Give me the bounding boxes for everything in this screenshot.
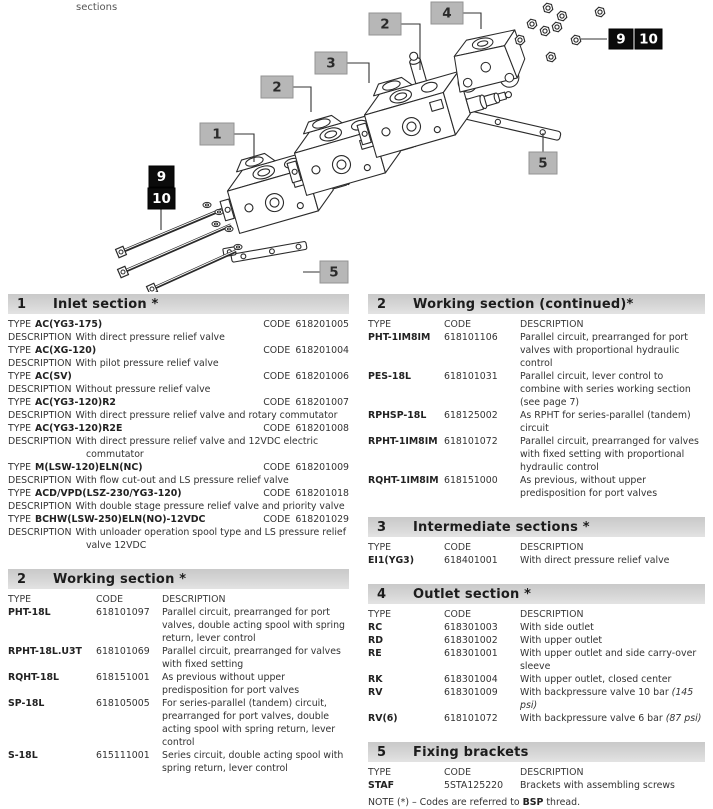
section-number: 5	[377, 744, 387, 760]
type-value: RPHT-18L.U3T	[8, 646, 82, 657]
type-cell	[8, 370, 72, 383]
table-row	[368, 474, 705, 500]
description-value: With flow cut-out and LS pressure relief valve	[75, 475, 289, 486]
description-label: DESCRIPTION	[8, 527, 72, 538]
column-headers	[368, 766, 705, 779]
nut-6	[515, 35, 525, 45]
table-row-description	[8, 383, 349, 396]
table-row	[368, 647, 705, 673]
type-value: RK	[368, 674, 383, 685]
description-value: With direct pressure relief valve and rotary commutator	[75, 410, 338, 421]
washer	[203, 202, 211, 207]
code-value: 618201005	[295, 319, 349, 330]
code-cell	[263, 318, 349, 331]
type-value: RD	[368, 635, 384, 646]
description-text: Parallel circuit, prearranged for port valves with proportional hydraulic control	[520, 332, 688, 369]
section-header-bar	[8, 294, 349, 314]
type-value: M(LSW-120)ELN(NC)	[35, 462, 143, 473]
type-value: SP-18L	[8, 698, 45, 709]
type-label: TYPE	[8, 462, 32, 473]
callout-c9l	[149, 166, 174, 187]
description-label: DESCRIPTION	[8, 501, 72, 512]
nut-3	[527, 19, 537, 29]
col-header-type: TYPE	[368, 767, 392, 778]
table-row-description	[8, 331, 349, 344]
code-value: 618201009	[295, 462, 349, 473]
table-row-description	[8, 500, 349, 513]
description-value	[520, 331, 705, 370]
code-value: 5STA125220	[444, 780, 504, 791]
callout-c9r	[609, 29, 633, 49]
section-number: 2	[17, 571, 27, 587]
code-label: CODE	[263, 423, 291, 434]
section-title: Outlet section *	[413, 586, 532, 602]
callout-c2a	[261, 76, 293, 98]
section-2-right	[368, 294, 705, 500]
description-value	[520, 779, 705, 792]
type-value: PES-18L	[368, 371, 411, 382]
description-value	[520, 474, 705, 500]
table-row	[368, 634, 705, 647]
type-cell	[8, 422, 122, 435]
description-value	[520, 686, 705, 712]
col-header-description: DESCRIPTION	[162, 594, 226, 605]
description-text: Brackets with assembling screws	[520, 780, 675, 791]
callout-c1	[200, 123, 234, 145]
type-value: AC(YG3-120)R2E	[35, 423, 123, 434]
code-label: CODE	[263, 371, 291, 382]
section-header-bar	[8, 569, 349, 589]
type-value: RQHT-1IM8IM	[368, 475, 439, 486]
section-title: Inlet section *	[53, 296, 159, 312]
type-value: RV(6)	[368, 713, 398, 724]
code-value: 618201004	[295, 345, 349, 356]
code-cell	[263, 344, 349, 357]
callout-c10r	[635, 29, 662, 49]
code-label: CODE	[263, 345, 291, 356]
code-value: 618201006	[295, 371, 349, 382]
description-value	[520, 634, 705, 647]
section-header-bar	[368, 294, 705, 314]
col-header-code: CODE	[444, 767, 472, 778]
description-text: With upper outlet, closed center	[520, 674, 672, 685]
code-cell	[263, 370, 349, 383]
washer	[234, 244, 242, 249]
description-label: DESCRIPTION	[8, 384, 72, 395]
callout-number: 9	[616, 31, 626, 48]
code-value: 618105005	[96, 698, 150, 709]
code-cell	[263, 487, 349, 500]
description-value	[520, 554, 705, 567]
section-number: 3	[377, 519, 387, 535]
type-label: TYPE	[8, 345, 32, 356]
nut-7	[571, 35, 581, 45]
code-value: 618101072	[444, 713, 498, 724]
code-value: 618125002	[444, 410, 498, 421]
col-header-description: DESCRIPTION	[520, 542, 584, 553]
description-value	[162, 671, 349, 697]
washer	[215, 209, 223, 214]
section-1-left	[8, 294, 349, 552]
description-label: DESCRIPTION	[8, 358, 72, 369]
code-value: 618301002	[444, 635, 498, 646]
col-header-type: TYPE	[368, 609, 392, 620]
description-text: As previous, without upper predisposition for port valves	[520, 475, 658, 499]
description-text: Parallel circuit, prearranged for valves with fixed setting with proportional hydraulic control	[520, 436, 699, 473]
section-number: 4	[377, 586, 387, 602]
code-value: 618301003	[444, 622, 498, 633]
description-value	[162, 749, 349, 775]
col-header-type: TYPE	[368, 319, 392, 330]
description-text: Parallel circuit, lever control to combine with series working section (see page 7)	[520, 371, 691, 408]
type-value: BCHW(LSW-250)ELN(NO)-12VDC	[35, 514, 206, 525]
table-row	[8, 606, 349, 645]
description-label: DESCRIPTION	[8, 332, 72, 343]
type-cell	[8, 318, 102, 331]
footnote	[368, 796, 705, 809]
section-header-bar	[368, 742, 705, 762]
table-row	[368, 779, 705, 792]
section-header-bar	[368, 584, 705, 604]
type-label: TYPE	[8, 514, 32, 525]
section-table	[8, 318, 349, 552]
code-value: 618301001	[444, 648, 498, 659]
callout-c5l	[320, 261, 348, 283]
tables-area	[8, 294, 705, 809]
code-value: 618151000	[444, 475, 498, 486]
description-value: With unloader operation spool type and LS pressure relief valve 12VDC	[75, 527, 347, 551]
section-title: Working section *	[53, 571, 187, 587]
table-row-typecode	[8, 344, 349, 357]
table-row	[8, 645, 349, 671]
description-value	[520, 370, 705, 409]
section-number: 1	[17, 296, 27, 312]
description-text: Series circuit, double acting spool with spring return, lever control	[162, 750, 344, 774]
code-label: CODE	[263, 488, 291, 499]
description-text: As RPHT for series-parallel (tandem) circuit	[520, 410, 691, 434]
exploded-valve-diagram	[0, 0, 713, 292]
table-row-typecode	[8, 487, 349, 500]
table-row-description	[8, 474, 349, 487]
table-row-description	[8, 409, 349, 422]
section-table	[368, 608, 705, 725]
section-table	[368, 541, 705, 567]
description-value: With double stage pressure relief valve and priority valve	[75, 501, 345, 512]
table-row	[8, 749, 349, 775]
section-header-bar	[368, 517, 705, 537]
table-row	[368, 331, 705, 370]
table-row-typecode	[8, 370, 349, 383]
type-value: RV	[368, 687, 383, 698]
callout-c2b	[369, 13, 401, 35]
table-row-description	[8, 435, 349, 461]
type-value: AC(SV)	[35, 371, 72, 382]
column-headers	[368, 318, 705, 331]
code-value: 618201008	[295, 423, 349, 434]
section-5-right	[368, 742, 705, 792]
tie-rod-2	[118, 224, 231, 277]
section-title: Intermediate sections *	[413, 519, 590, 535]
description-psi: (145 psi)	[520, 687, 694, 711]
type-value: RE	[368, 648, 382, 659]
type-value: RPHT-1IM8IM	[368, 436, 438, 447]
col-header-code: CODE	[444, 542, 472, 553]
type-label: TYPE	[8, 488, 32, 499]
col-header-description: DESCRIPTION	[520, 767, 584, 778]
code-value: 618151001	[96, 672, 150, 683]
type-label: TYPE	[8, 319, 32, 330]
description-value: With pilot pressure relief valve	[75, 358, 219, 369]
table-row	[368, 712, 705, 725]
section-title: Working section (continued)*	[413, 296, 634, 312]
description-text: With backpressure valve 10 bar	[520, 687, 672, 698]
description-text: With backpressure valve 6 bar	[520, 713, 666, 724]
table-row	[368, 621, 705, 634]
code-cell	[263, 513, 349, 526]
column-headers	[8, 593, 349, 606]
code-value: 618101106	[444, 332, 498, 343]
table-row-description	[8, 526, 349, 552]
column-headers	[368, 541, 705, 554]
callout-number: 5	[538, 155, 548, 172]
type-value: AC(XG-120)	[35, 345, 97, 356]
code-cell	[263, 396, 349, 409]
code-value: 618401001	[444, 555, 498, 566]
right-column	[368, 294, 705, 809]
type-cell	[8, 487, 182, 500]
code-value: 618201029	[295, 514, 349, 525]
nut-2	[557, 11, 567, 21]
type-value: PHT-18L	[8, 607, 51, 618]
callout-number: 2	[272, 79, 282, 96]
washer	[212, 221, 220, 226]
table-row	[8, 671, 349, 697]
table-row-typecode	[8, 461, 349, 474]
callout-c4	[431, 2, 463, 24]
table-row	[8, 697, 349, 749]
callout-c10l	[148, 188, 175, 209]
code-label: CODE	[263, 397, 291, 408]
description-text: Parallel circuit, prearranged for valves with fixed setting	[162, 646, 341, 670]
callout-number: 1	[212, 126, 222, 143]
description-value	[520, 409, 705, 435]
description-psi: (87 psi)	[665, 713, 702, 724]
callout-c3	[315, 52, 347, 74]
code-value: 618301004	[444, 674, 498, 685]
nut-9	[595, 7, 605, 17]
description-value	[520, 621, 705, 634]
col-header-type: TYPE	[368, 542, 392, 553]
description-text: With side outlet	[520, 622, 594, 633]
type-cell	[8, 396, 116, 409]
footnote-bold: BSP	[522, 797, 544, 808]
type-label: TYPE	[8, 397, 32, 408]
type-value: RC	[368, 622, 383, 633]
table-row-description	[8, 357, 349, 370]
nut-4	[540, 26, 550, 36]
code-value: 618201007	[295, 397, 349, 408]
type-label: TYPE	[8, 423, 32, 434]
section-table	[8, 593, 349, 775]
col-header-code: CODE	[444, 609, 472, 620]
type-value: ACD/VPD(LSZ-230/YG3-120)	[35, 488, 182, 499]
type-label: TYPE	[8, 371, 32, 382]
code-label: CODE	[263, 319, 291, 330]
col-header-code: CODE	[96, 594, 124, 605]
callout-line-c3	[347, 63, 369, 83]
type-value: AC(YG3-120)R2	[35, 397, 116, 408]
description-value	[520, 647, 705, 673]
description-text: With upper outlet	[520, 635, 603, 646]
type-value: RPHSP-18L	[368, 410, 427, 421]
type-cell	[8, 344, 96, 357]
type-value: PHT-1IM8IM	[368, 332, 431, 343]
table-row	[368, 673, 705, 686]
description-value: With direct pressure relief valve	[75, 332, 225, 343]
callout-number: 2	[380, 16, 390, 33]
code-value: 615111001	[96, 750, 150, 761]
code-value: 618101069	[96, 646, 150, 657]
section-3-right	[368, 517, 705, 567]
description-text: With direct pressure relief valve	[520, 555, 670, 566]
description-value: With direct pressure relief valve and 12VDC electric commutator	[75, 436, 319, 460]
footnote-prefix: NOTE (*) – Codes are referred to	[368, 797, 523, 808]
callout-number: 9	[156, 169, 167, 186]
description-value	[520, 673, 705, 686]
table-row	[368, 435, 705, 474]
type-value: STAF	[368, 780, 395, 791]
description-value	[162, 606, 349, 645]
nut-5	[552, 22, 562, 32]
type-value: S-18L	[8, 750, 38, 761]
code-label: CODE	[263, 462, 291, 473]
washer	[225, 226, 233, 231]
code-value: 618101072	[444, 436, 498, 447]
left-column	[8, 294, 349, 809]
callout-number: 10	[152, 191, 171, 208]
code-value: 618301009	[444, 687, 498, 698]
page-text-fragment: sections	[76, 2, 118, 13]
code-cell	[263, 422, 349, 435]
description-value	[162, 645, 349, 671]
description-text: Parallel circuit, prearranged for port valves, double acting spool with spring return, lever control	[162, 607, 345, 644]
type-value: EI1(YG3)	[368, 555, 414, 566]
table-row-typecode	[8, 513, 349, 526]
col-header-code: CODE	[444, 319, 472, 330]
description-label: DESCRIPTION	[8, 436, 72, 447]
type-value: RQHT-18L	[8, 672, 59, 683]
description-value	[520, 435, 705, 474]
table-row	[368, 686, 705, 712]
section-table	[368, 766, 705, 792]
callout-c5r	[529, 152, 557, 174]
nut-8	[546, 52, 556, 62]
section-table	[368, 318, 705, 500]
description-label: DESCRIPTION	[8, 410, 72, 421]
column-headers	[368, 608, 705, 621]
code-value: 618101097	[96, 607, 150, 618]
col-header-description: DESCRIPTION	[520, 609, 584, 620]
code-cell	[263, 461, 349, 474]
table-row-typecode	[8, 396, 349, 409]
type-cell	[8, 461, 143, 474]
description-value	[162, 697, 349, 749]
description-label: DESCRIPTION	[8, 475, 72, 486]
callout-line-c2a	[293, 87, 311, 112]
code-value: 618101031	[444, 371, 498, 382]
footnote-suffix: thread.	[543, 797, 581, 808]
description-value: Without pressure relief valve	[75, 384, 211, 395]
callout-line-c4	[463, 13, 481, 29]
table-row-typecode	[8, 422, 349, 435]
callout-number: 5	[329, 264, 339, 281]
col-header-type: TYPE	[8, 594, 32, 605]
description-text: As previous without upper predisposition for port valves	[162, 672, 300, 696]
type-value: AC(YG3-175)	[35, 319, 103, 330]
description-value	[520, 712, 705, 725]
type-cell	[8, 513, 205, 526]
callout-number: 10	[639, 31, 658, 48]
section-title: Fixing brackets	[413, 744, 529, 760]
col-header-description: DESCRIPTION	[520, 319, 584, 330]
code-label: CODE	[263, 514, 291, 525]
description-text: For series-parallel (tandem) circuit, prearranged for port valves, double acting spool with spring return, lever control	[162, 698, 336, 748]
table-row	[368, 554, 705, 567]
description-text: With upper outlet and side carry-over sleeve	[520, 648, 697, 672]
table-row	[368, 409, 705, 435]
callout-number: 4	[442, 5, 452, 22]
section-2-left	[8, 569, 349, 775]
table-row-typecode	[8, 318, 349, 331]
table-row	[368, 370, 705, 409]
section-4-right	[368, 584, 705, 725]
callout-number: 3	[326, 55, 336, 72]
code-value: 618201018	[295, 488, 349, 499]
section-number: 2	[377, 296, 387, 312]
nut-1	[543, 3, 553, 13]
